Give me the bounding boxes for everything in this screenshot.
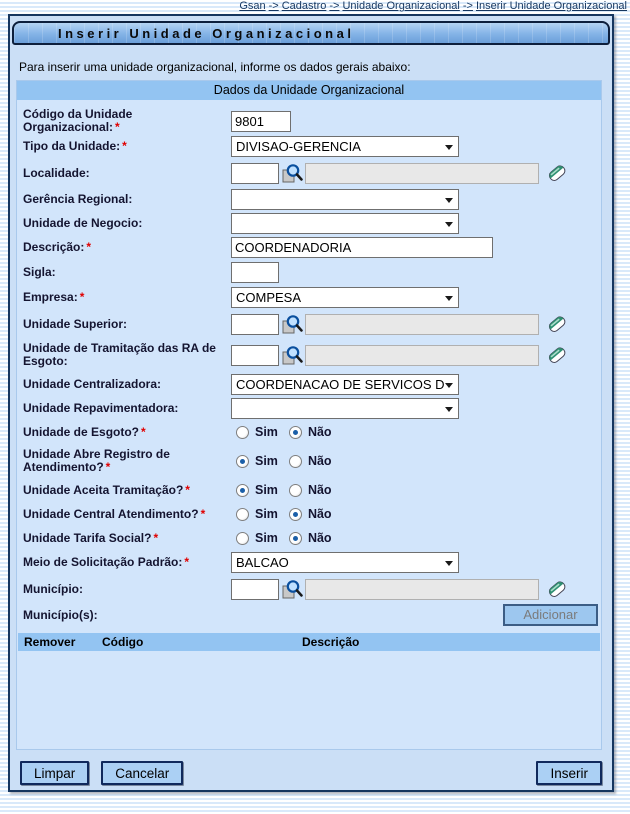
codigo-label: Código da Unidade Organizacional: * <box>23 107 133 134</box>
field-row-unidade-esgoto <box>23 420 601 444</box>
unidade-repavimentadora-select[interactable] <box>231 398 459 419</box>
title-bar <box>12 21 610 45</box>
meio-solicitacao-label: Meio de Solicitação Padrão: * <box>23 555 190 569</box>
tarifa-social-nao-radio[interactable] <box>289 532 302 545</box>
empresa-select[interactable] <box>231 287 459 308</box>
breadcrumb-link-cadastro[interactable]: Cadastro <box>281 0 327 12</box>
central-atendimento-nao-radio[interactable] <box>289 508 302 521</box>
inserir-button[interactable]: Inserir <box>536 761 602 785</box>
column-header-descricao: Descrição <box>302 635 360 649</box>
empresa-label: Empresa: * <box>23 290 85 304</box>
unidade-centralizadora-value: COORDENACAO DE SERVICOS D <box>236 376 445 392</box>
breadcrumb <box>239 0 627 12</box>
column-header-remover: Remover <box>24 635 76 649</box>
esgoto-sim-label: Sim <box>255 425 278 439</box>
abre-registro-label: Unidade Abre Registro de Atendimento? * <box>23 447 170 474</box>
breadcrumb-link-inserir-unidade-organizacional[interactable]: Inserir Unidade Organizacional <box>475 0 627 12</box>
chevron-down-icon <box>445 383 453 388</box>
eraser-icon[interactable] <box>547 579 567 599</box>
chevron-down-icon <box>445 561 453 566</box>
field-row-empresa <box>23 285 601 310</box>
eraser-icon[interactable] <box>547 163 567 183</box>
cancelar-button[interactable]: Cancelar <box>101 761 183 785</box>
field-row-municipios <box>23 603 601 627</box>
tarifa-social-sim-radio[interactable] <box>236 532 249 545</box>
tarifa-social-label: Unidade Tarifa Social? * <box>23 530 159 545</box>
unidade-repavimentadora-label: Unidade Repavimentadora: <box>23 400 179 415</box>
gerencia-regional-select[interactable] <box>231 189 459 210</box>
field-row-unidade-superior <box>23 310 601 338</box>
breadcrumb-separator: -> <box>268 0 279 12</box>
section-header: Dados da Unidade Organizacional <box>17 81 601 100</box>
eraser-icon[interactable] <box>547 345 567 365</box>
field-row-municipio <box>23 575 601 603</box>
esgoto-nao-radio[interactable] <box>289 426 302 439</box>
eraser-icon[interactable] <box>547 314 567 334</box>
abre-registro-nao-label: Não <box>307 454 332 468</box>
chevron-down-icon <box>445 222 453 227</box>
abre-registro-sim-label: Sim <box>255 454 278 468</box>
descricao-label: Descrição: * <box>23 240 92 254</box>
search-icon[interactable] <box>281 344 303 366</box>
chevron-down-icon <box>445 145 453 150</box>
unidade-superior-label: Unidade Superior: <box>23 316 128 331</box>
breadcrumb-link-gsan[interactable]: Gsan <box>239 0 266 12</box>
field-row-unidade-tramitacao <box>23 338 601 372</box>
tipo-unidade-label: Tipo da Unidade: * <box>23 139 127 153</box>
tipo-unidade-select[interactable] <box>231 136 459 157</box>
column-header-codigo: Código <box>102 635 144 649</box>
descricao-input[interactable] <box>231 237 493 258</box>
field-row-unidade-centralizadora <box>23 372 601 396</box>
central-atendimento-sim-radio[interactable] <box>236 508 249 521</box>
abre-registro-sim-radio[interactable] <box>236 455 249 468</box>
central-atendimento-label: Unidade Central Atendimento? * <box>23 506 206 521</box>
gerencia-regional-label: Gerência Regional: <box>23 191 133 206</box>
aceita-tramitacao-label: Unidade Aceita Tramitação? * <box>23 482 190 497</box>
aceita-tramitacao-sim-label: Sim <box>255 483 278 497</box>
sigla-input[interactable] <box>231 262 279 283</box>
unidade-centralizadora-select[interactable] <box>231 374 459 395</box>
municipio-code-input[interactable] <box>231 579 279 600</box>
field-row-gerencia-regional <box>23 187 601 211</box>
field-row-tarifa-social <box>23 526 601 550</box>
field-row-abre-registro <box>23 444 601 478</box>
field-row-codigo <box>23 108 601 134</box>
breadcrumb-link-unidade-organizacional[interactable]: Unidade Organizacional <box>342 0 460 12</box>
localidade-desc-input <box>305 163 539 184</box>
field-row-unidade-repavimentadora <box>23 396 601 420</box>
search-icon[interactable] <box>281 578 303 600</box>
unidade-esgoto-label: Unidade de Esgoto? * <box>23 424 146 439</box>
unidade-centralizadora-label: Unidade Centralizadora: <box>23 376 162 391</box>
instruction-text: Para inserir uma unidade organizacional, informe os dados gerais abaixo: <box>19 60 411 74</box>
chevron-down-icon <box>445 296 453 301</box>
abre-registro-nao-radio[interactable] <box>289 455 302 468</box>
chevron-down-icon <box>445 407 453 412</box>
unidade-tramitacao-desc-input <box>305 345 539 366</box>
tarifa-social-nao-label: Não <box>307 531 332 545</box>
field-row-meio-solicitacao <box>23 550 601 575</box>
tarifa-social-sim-label: Sim <box>255 531 278 545</box>
meio-solicitacao-value: BALCAO <box>236 555 289 570</box>
unidade-tramitacao-label: Unidade de Tramitação das RA de Esgoto: <box>23 341 216 368</box>
field-row-unidade-negocio <box>23 211 601 235</box>
municipios-table-header <box>18 633 600 651</box>
municipio-desc-input <box>305 579 539 600</box>
search-icon[interactable] <box>281 162 303 184</box>
localidade-label: Localidade: <box>23 165 90 180</box>
unidade-negocio-label: Unidade de Negocio: <box>23 215 143 230</box>
esgoto-sim-radio[interactable] <box>236 426 249 439</box>
unidade-superior-desc-input <box>305 314 539 335</box>
meio-solicitacao-select[interactable] <box>231 552 459 573</box>
search-icon[interactable] <box>281 313 303 335</box>
unidade-superior-code-input[interactable] <box>231 314 279 335</box>
page-title: Inserir Unidade Organizacional <box>58 25 355 41</box>
field-row-sigla <box>23 260 601 285</box>
chevron-down-icon <box>445 198 453 203</box>
central-atendimento-nao-label: Não <box>307 507 332 521</box>
aceita-tramitacao-nao-radio[interactable] <box>289 484 302 497</box>
central-atendimento-sim-label: Sim <box>255 507 278 521</box>
municipios-label: Município(s): <box>23 607 98 622</box>
empresa-value: COMPESA <box>236 290 302 305</box>
breadcrumb-separator: -> <box>462 0 473 12</box>
breadcrumb-separator: -> <box>329 0 340 12</box>
unidade-negocio-select[interactable] <box>231 213 459 234</box>
unidade-tramitacao-code-input[interactable] <box>231 345 279 366</box>
aceita-tramitacao-nao-label: Não <box>307 483 332 497</box>
form-rows <box>17 100 601 627</box>
field-row-central-atendimento <box>23 502 601 526</box>
esgoto-nao-label: Não <box>307 425 332 439</box>
field-row-aceita-tramitacao <box>23 478 601 502</box>
main-window <box>8 14 614 792</box>
action-button-row <box>20 761 602 785</box>
adicionar-button[interactable]: Adicionar <box>503 604 598 626</box>
localidade-code-input[interactable] <box>231 163 279 184</box>
field-row-descricao <box>23 235 601 260</box>
municipios-table-body <box>17 651 601 749</box>
form-block <box>16 80 602 750</box>
municipio-label: Município: <box>23 581 83 596</box>
limpar-button[interactable]: Limpar <box>20 761 89 785</box>
aceita-tramitacao-sim-radio[interactable] <box>236 484 249 497</box>
tipo-unidade-value: DIVISAO-GERENCIA <box>236 139 361 154</box>
field-row-tipo-unidade <box>23 134 601 159</box>
field-row-localidade <box>23 159 601 187</box>
sigla-label: Sigla: <box>23 265 56 279</box>
codigo-input[interactable] <box>231 111 291 132</box>
